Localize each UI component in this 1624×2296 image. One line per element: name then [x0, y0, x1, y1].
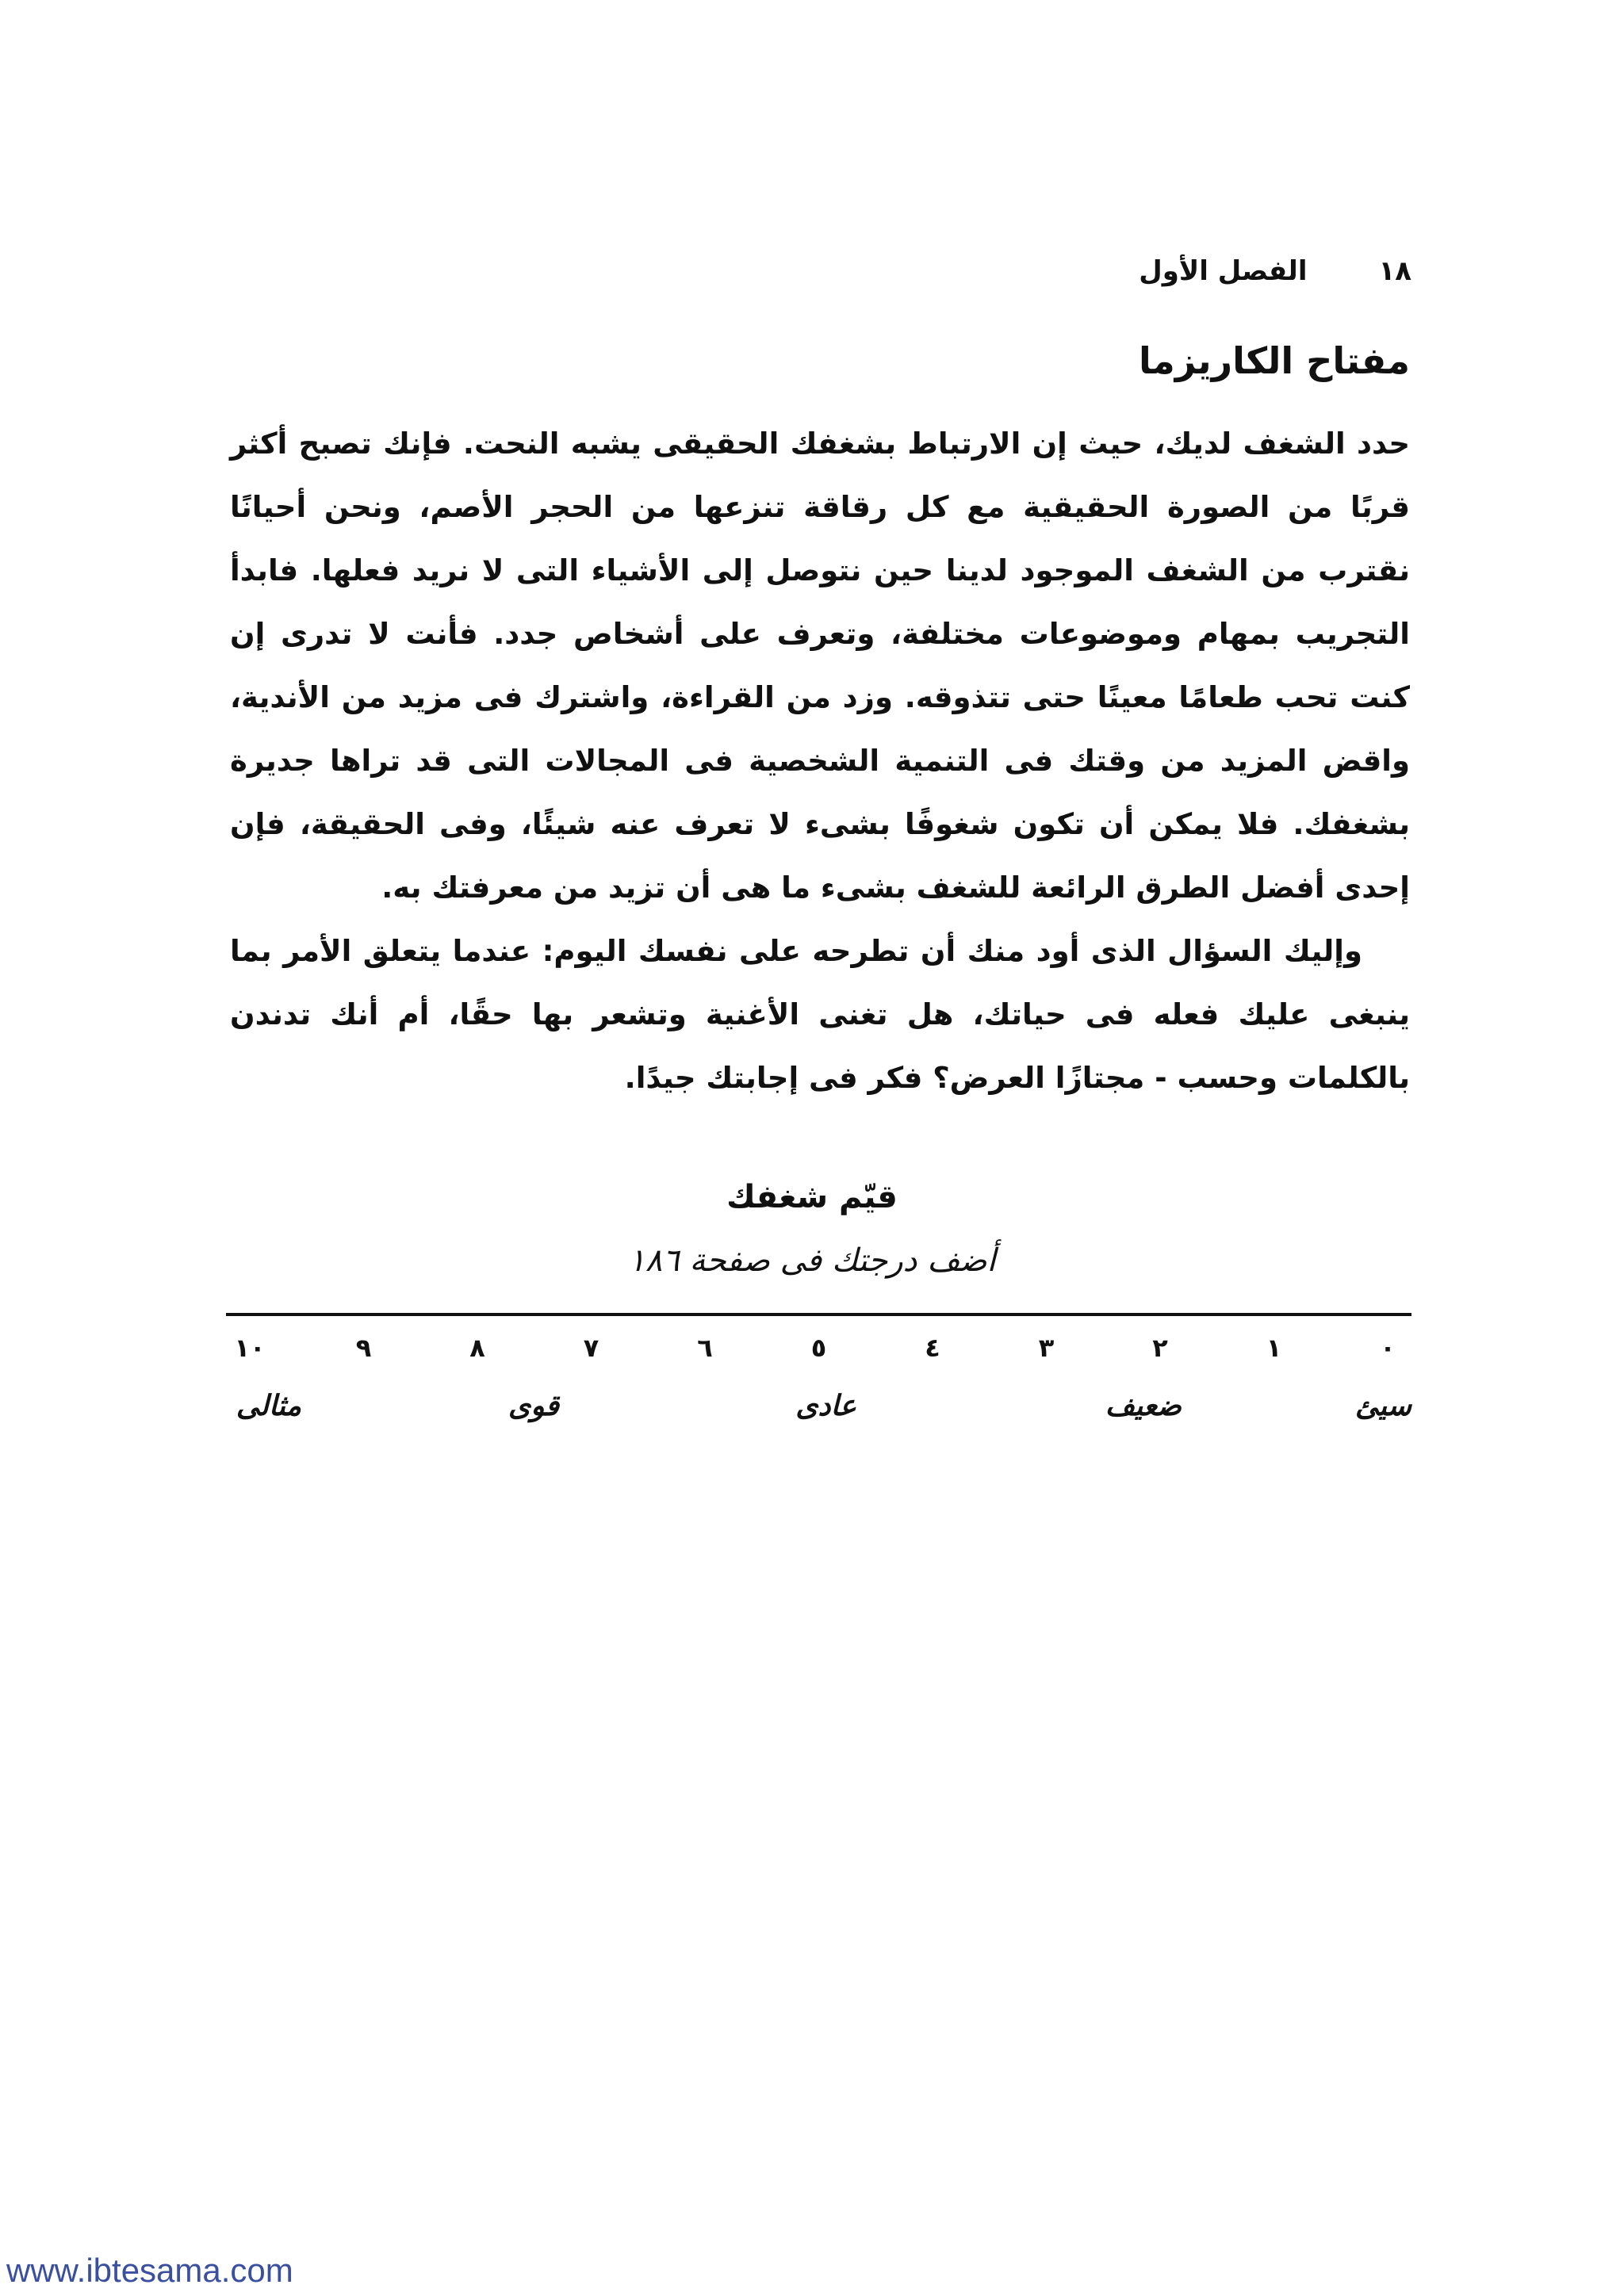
paragraph-1: حدد الشغف لديك، حيث إن الارتباط بشغفك الحقيقى يشبه النحت. فإنك تصبح أكثر قربًا من الصورة الحقيقية مع كل رقاقة تنزعها من الحجر الأصم، ونحن أحيانًا نقترب من الشغف الموجود لدينا حين نتوصل إلى الأشياء التى لا نريد فعلها. فابدأ التجريب بمهام وموضوعات مختلفة، وتعرف على أشخاص جدد. فأنت لا تدرى إن كنت تحب طعامًا معينًا حتى تتذوقه. وزد من القراءة، واشترك فى مزيد من الأندية، واقض المزيد من وقتك فى التنمية الشخصية فى المجالات التى قد تراها جديرة بشغفك. فلا يمكن أن تكون شغوفًا بشىء لا تعرف عنه شيئًا، وفى الحقيقة، فإن إحدى أفضل الطرق الرائعة للشغف بشىء ما هى أن تزيد من معرفتك به.: [230, 427, 1410, 905]
scale-label-ideal: مثالى: [236, 1390, 301, 1422]
scale-number-3: ٣: [1038, 1333, 1055, 1363]
paragraph-2: وإليك السؤال الذى أود منك أن تطرحه على نفسك اليوم: عندما يتعلق الأمر بما ينبغى عليك فعله فى حياتك، هل تغنى الأغنية وتشعر بها حقًا، أم أنك تدندن بالكلمات وحسب - مجتازًا العرض؟ فكر فى إجابتك جيدًا.: [230, 934, 1410, 1095]
running-header: [1094, 247, 1411, 295]
scale-number-4: ٤: [925, 1333, 940, 1363]
rating-scale-numbers: [226, 1326, 1411, 1370]
scale-rule: [226, 1313, 1411, 1316]
scale-number-8: ٨: [469, 1333, 485, 1363]
scale-number-1: ١: [1266, 1333, 1282, 1363]
website-watermark: www.ibtesama.com: [6, 2252, 293, 2289]
scale-label-poor: سيئ: [1354, 1390, 1411, 1422]
scale-number-6: ٦: [697, 1333, 713, 1363]
body-text: [230, 412, 1410, 1110]
rating-instruction: أضف درجتك فى صفحة ١٨٦: [628, 1242, 996, 1279]
page-number: ١٨: [1378, 255, 1411, 287]
scale-label-average: عادى: [795, 1390, 856, 1422]
scale-number-0: ٠: [1380, 1333, 1396, 1363]
rating-scale-labels: [226, 1383, 1411, 1430]
scale-number-2: ٢: [1152, 1333, 1168, 1363]
section-heading: مفتاح الكاريزما: [1139, 339, 1410, 382]
chapter-title: الفصل الأول: [1139, 255, 1308, 287]
rating-title: قيّم شغفك: [726, 1179, 898, 1215]
scale-number-9: ٩: [355, 1333, 372, 1363]
scale-number-5: ٥: [810, 1333, 827, 1363]
scale-label-weak: ضعيف: [1105, 1390, 1182, 1422]
scale-label-strong: قوى: [508, 1390, 559, 1422]
scale-number-7: ٧: [583, 1333, 599, 1363]
scale-number-10: ١٠: [234, 1333, 266, 1363]
